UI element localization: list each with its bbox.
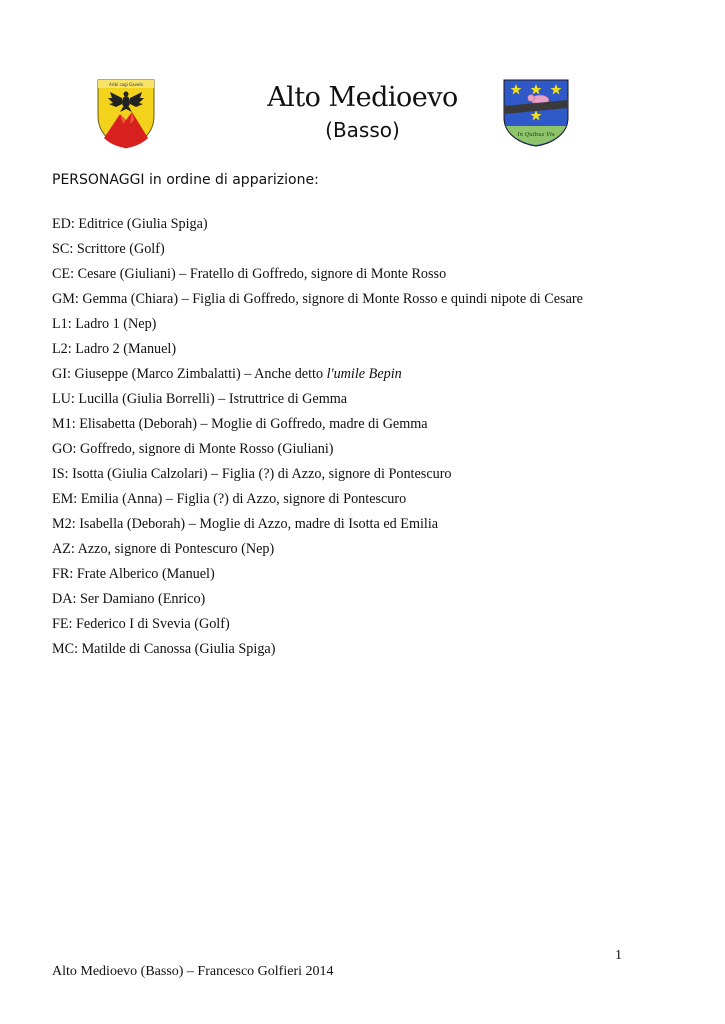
character-text: M1: Elisabetta (Deborah) – Moglie di Goffredo, madre di Gemma xyxy=(52,416,428,432)
character-entry xyxy=(52,562,583,587)
character-entry xyxy=(52,287,583,312)
character-entry xyxy=(52,437,583,462)
character-text: ED: Editrice (Giulia Spiga) xyxy=(52,216,208,232)
character-text: IS: Isotta (Giulia Calzolari) – Figlia (?) di Azzo, signore di Pontescuro xyxy=(52,466,452,482)
character-list xyxy=(52,212,583,662)
character-entry xyxy=(52,512,583,537)
character-entry xyxy=(52,587,583,612)
character-text: GM: Gemma (Chiara) – Figlia di Goffredo, signore di Monte Rosso e quindi nipote di Cesare xyxy=(52,291,583,307)
character-text: LU: Lucilla (Giulia Borrelli) – Istruttrice di Gemma xyxy=(52,391,348,407)
left-coat-of-arms-icon xyxy=(96,78,156,150)
character-text: DA: Ser Damiano (Enrico) xyxy=(52,591,206,607)
character-text: GI: Giuseppe (Marco Zimbalatti) – Anche detto xyxy=(52,366,327,382)
character-entry xyxy=(52,362,583,387)
right-coat-of-arms-icon xyxy=(502,78,570,148)
character-entry xyxy=(52,237,583,262)
character-text: L2: Ladro 2 (Manuel) xyxy=(52,341,177,357)
character-entry xyxy=(52,337,583,362)
character-entry xyxy=(52,612,583,637)
character-text: AZ: Azzo, signore di Pontescuro (Nep) xyxy=(52,541,275,557)
character-text: L1: Ladro 1 (Nep) xyxy=(52,316,157,332)
character-text: FE: Federico I di Svevia (Golf) xyxy=(52,616,230,632)
character-entry xyxy=(52,312,583,337)
character-text: GO: Goffredo, signore di Monte Rosso (Giuliani) xyxy=(52,441,334,457)
character-nickname: l'umile Bepin xyxy=(326,366,402,382)
document-subtitle: (Basso) xyxy=(325,118,400,142)
character-entry xyxy=(52,462,583,487)
page-number: 1 xyxy=(615,948,622,963)
character-entry xyxy=(52,537,583,562)
character-text: FR: Frate Alberico (Manuel) xyxy=(52,566,215,582)
character-entry xyxy=(52,412,583,437)
left-crest-motto: Aribi cagi Gavelo xyxy=(109,82,143,87)
character-entry xyxy=(52,387,583,412)
title-block xyxy=(200,80,525,144)
character-text: MC: Matilde di Canossa (Giulia Spiga) xyxy=(52,641,276,657)
character-text: EM: Emilia (Anna) – Figlia (?) di Azzo, signore di Pontescuro xyxy=(52,491,407,507)
character-text: M2: Isabella (Deborah) – Moglie di Azzo, madre di Isotta ed Emilia xyxy=(52,516,439,532)
right-crest-motto: In Quibus Vis xyxy=(517,132,555,138)
character-text: CE: Cesare (Giuliani) – Fratello di Goffredo, signore di Monte Rosso xyxy=(52,266,447,282)
character-text: SC: Scrittore (Golf) xyxy=(52,241,165,257)
characters-heading: PERSONAGGI in ordine di apparizione: xyxy=(52,172,319,188)
document-title: Alto Medioevo xyxy=(267,82,458,113)
page-footer: Alto Medioevo (Basso) – Francesco Golfieri 2014 xyxy=(52,964,334,979)
character-entry xyxy=(52,637,583,662)
character-entry xyxy=(52,487,583,512)
character-entry xyxy=(52,262,583,287)
character-entry xyxy=(52,212,583,237)
